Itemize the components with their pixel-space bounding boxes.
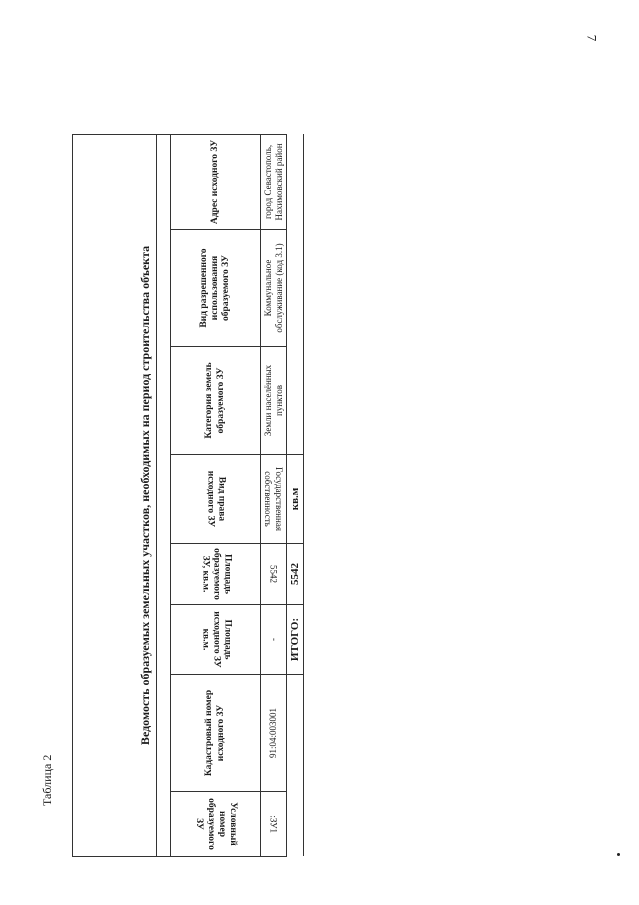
header-address: Адрес исходного ЗУ (171, 134, 261, 229)
total-blank (287, 230, 304, 347)
spacer-row (157, 134, 171, 856)
cell-cadastral-number: 91:04:003001 (261, 675, 287, 792)
header-conditional-number: Условный номер образуемого ЗУ (171, 792, 261, 857)
total-blank (287, 347, 304, 455)
header-row (171, 134, 261, 856)
cell-address: город Севастополь, Нахимовский район (261, 134, 287, 229)
total-label: ИТОГО: (287, 605, 304, 675)
total-row (287, 134, 304, 856)
table-title: Ведомость образуемых земельных участков, необходимых на период строительства объекта (73, 134, 157, 856)
header-cadastral-number: Кадастровый номер исходного ЗУ (171, 675, 261, 792)
total-blank (287, 675, 304, 792)
header-formed-area: Площадь образуемого ЗУ, кв.м. (171, 544, 261, 605)
total-blank (287, 134, 304, 229)
cell-conditional-number: :ЗУ1 (261, 792, 287, 857)
spacer-cell (157, 134, 171, 856)
header-right-type: Вид права исходного ЗУ (171, 455, 261, 544)
total-value: 5542 (287, 544, 304, 605)
land-plots-table (72, 134, 304, 857)
header-permitted-use: Вид разрешенного использования образуемого ЗУ (171, 230, 261, 347)
scan-speck (617, 853, 620, 856)
header-source-area: Площадь исходного ЗУ кв.м. (171, 605, 261, 675)
cell-right-type: Государственная собственность (261, 455, 287, 544)
cell-land-category: Земли населённых пунктов (261, 347, 287, 455)
cell-source-area: - (261, 605, 287, 675)
header-land-category: Категория земель образуемого ЗУ (171, 347, 261, 455)
page-number: 7 (584, 34, 600, 42)
table-frame (72, 135, 301, 857)
total-unit: кв.м (287, 455, 304, 544)
total-blank (287, 792, 304, 857)
table-caption: Таблица 2 (40, 754, 54, 806)
cell-permitted-use: Коммунальное обслуживание (код 3.1) (261, 230, 287, 347)
cell-formed-area: 5542 (261, 544, 287, 605)
title-row (73, 134, 157, 856)
table-row (261, 134, 287, 856)
rotated-table-container (72, 135, 301, 857)
